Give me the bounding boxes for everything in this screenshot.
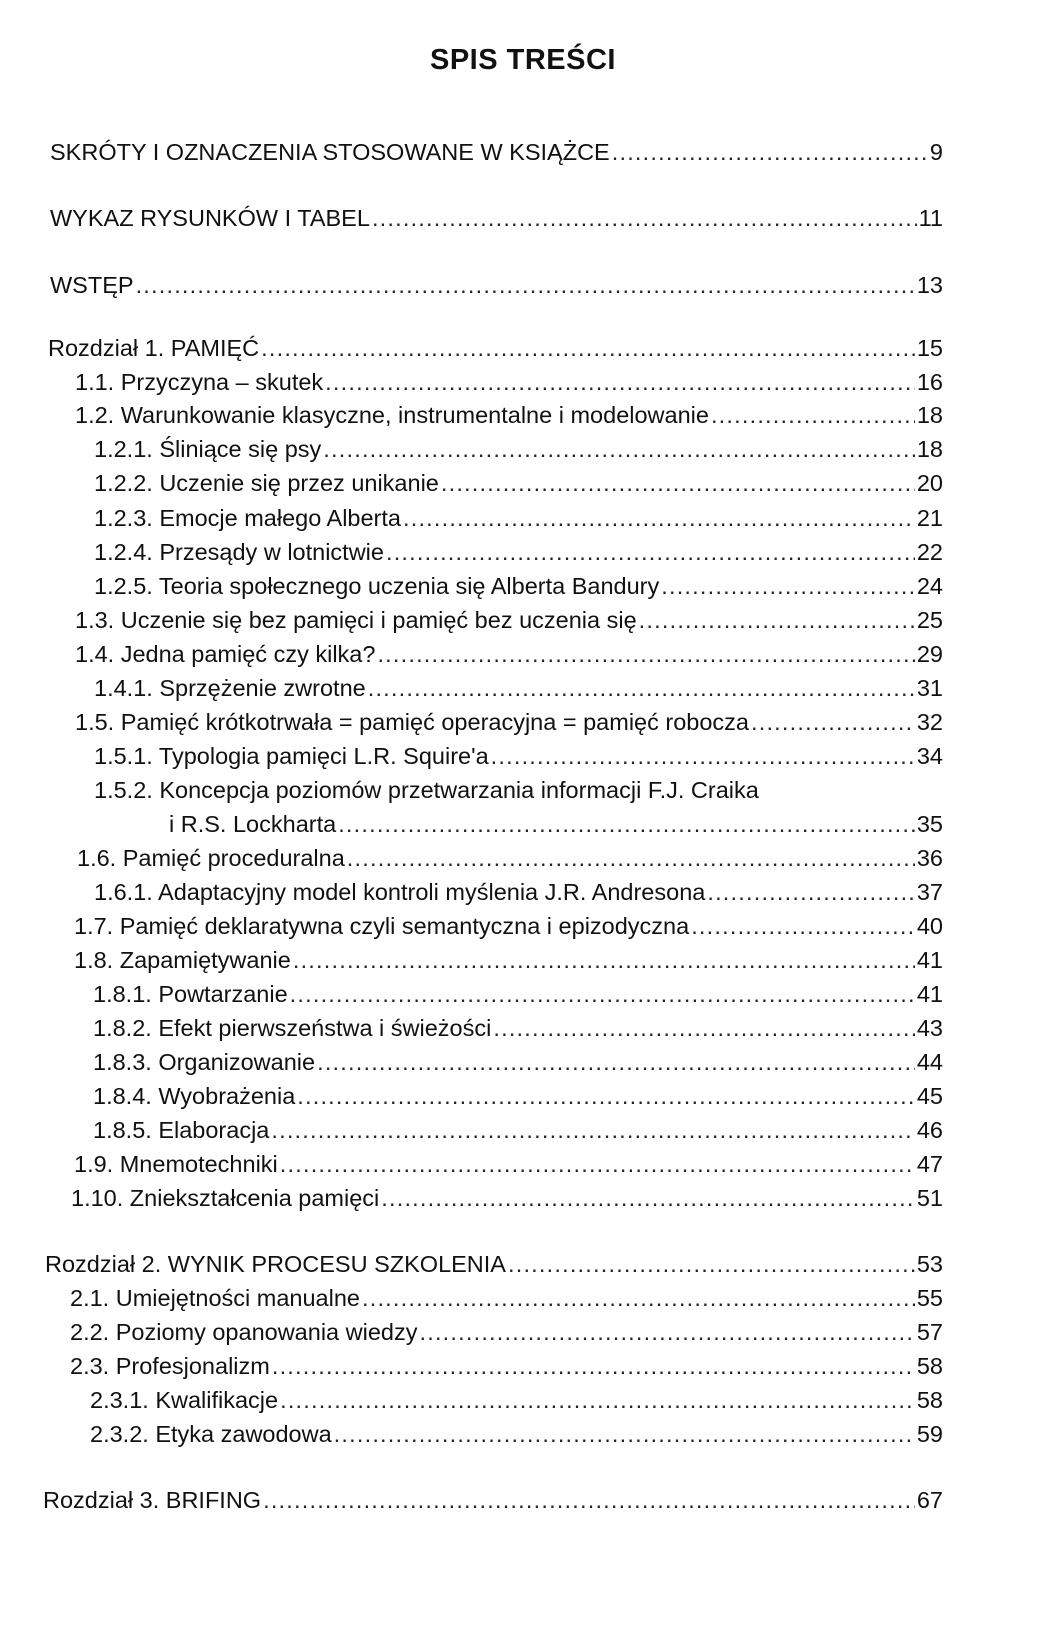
toc-entry-label: Rozdział 3. BRIFING (43, 1487, 262, 1513)
toc-entry-label: 1.3. Uczenie się bez pamięci i pamięć bez uczenia się (75, 607, 637, 633)
toc-section-entry[interactable] (70, 1283, 943, 1313)
toc-entry-page: 32 (916, 709, 943, 735)
toc-entry-page: 55 (916, 1285, 943, 1311)
toc-section-entry[interactable] (75, 639, 943, 669)
toc-entry-label: 1.2.1. Śliniące się psy (94, 436, 322, 462)
toc-entry-label: WSTĘP (50, 272, 134, 298)
toc-entry-page: 45 (916, 1083, 943, 1109)
toc-section-entry[interactable] (75, 367, 943, 397)
toc-entry-page: 11 (918, 205, 943, 231)
toc-entry-label: 2.3.2. Etyka zawodowa (90, 1421, 332, 1447)
toc-entry-page: 47 (916, 1151, 943, 1177)
dot-leader (639, 605, 915, 635)
dot-leader (297, 1081, 915, 1111)
toc-subsection-continuation[interactable] (169, 809, 943, 839)
dot-leader (338, 809, 915, 839)
toc-entry-page: 41 (916, 947, 943, 973)
toc-chapter-entry[interactable] (43, 1485, 943, 1515)
toc-subsection-entry[interactable] (94, 537, 943, 567)
toc-entry-page: 16 (916, 369, 943, 395)
dot-leader (419, 1317, 914, 1347)
dot-leader (271, 1115, 914, 1145)
toc-entry-label: WYKAZ RYSUNKÓW I TABEL (50, 205, 370, 231)
toc-entry-label: 1.2.4. Przesądy w lotnictwie (94, 539, 384, 565)
toc-subsection-entry[interactable] (94, 468, 943, 498)
toc-entry-page: 34 (916, 743, 943, 769)
toc-entry-page: 51 (916, 1185, 943, 1211)
toc-entry-page: 31 (916, 675, 943, 701)
dot-leader (493, 1013, 915, 1043)
toc-subsection-entry[interactable] (90, 1419, 943, 1449)
toc-entry-label: 2.3.1. Kwalifikacje (90, 1387, 279, 1413)
toc-entry-page: 41 (916, 981, 943, 1007)
toc-subsection-entry[interactable] (93, 1081, 943, 1111)
toc-entry-page: 67 (916, 1487, 943, 1513)
dot-leader (280, 1149, 915, 1179)
toc-entry-label: 1.2. Warunkowanie klasyczne, instrumentalne i modelowanie (75, 402, 709, 428)
toc-entry-label: 1.8.1. Powtarzanie (93, 981, 288, 1007)
toc-entry-label: 1.6. Pamięć proceduralna (77, 845, 345, 871)
dot-leader (368, 673, 915, 703)
toc-entry[interactable] (50, 270, 943, 300)
toc-entry-page: 24 (916, 573, 943, 599)
dot-leader (377, 639, 914, 669)
toc-subsection-entry[interactable] (94, 434, 943, 464)
toc-entry-page: 43 (916, 1015, 943, 1041)
dot-leader (334, 1419, 915, 1449)
toc-entry-label: 1.5. Pamięć krótkotrwała = pamięć operacyjna = pamięć robocza (75, 709, 749, 735)
toc-entry-label: 1.8.5. Elaboracja (93, 1117, 270, 1143)
dot-leader (661, 571, 915, 601)
toc-subsection-entry[interactable] (93, 1013, 943, 1043)
dot-leader (711, 400, 915, 430)
toc-subsection-entry[interactable] (90, 1385, 943, 1415)
toc-entry-label: 2.2. Poziomy opanowania wiedzy (70, 1319, 418, 1345)
toc-entry-label: 1.8. Zapamiętywanie (74, 947, 291, 973)
toc-subsection-entry[interactable] (94, 571, 943, 601)
toc-entry[interactable] (50, 137, 943, 167)
toc-entry-page: 22 (916, 539, 943, 565)
dot-leader (136, 270, 915, 300)
dot-leader (386, 537, 915, 567)
toc-subsection-entry[interactable] (94, 775, 943, 805)
toc-entry-label: 1.2.5. Teoria społecznego uczenia się Alberta Bandury (94, 573, 660, 599)
toc-entry[interactable] (50, 203, 943, 233)
dot-leader (290, 979, 915, 1009)
toc-section-entry[interactable] (75, 605, 943, 635)
dot-leader (751, 707, 915, 737)
toc-entry-page: 37 (916, 879, 943, 905)
toc-entry-page: 46 (916, 1117, 943, 1143)
toc-entry-page: 35 (916, 811, 943, 837)
toc-subsection-entry[interactable] (93, 1115, 943, 1145)
dot-leader (263, 1485, 915, 1515)
toc-entry-page: 59 (916, 1421, 943, 1447)
toc-entry-label: 1.4.1. Sprzężenie zwrotne (94, 675, 366, 701)
toc-subsection-entry[interactable] (93, 979, 943, 1009)
toc-entry-label: 1.8.3. Organizowanie (93, 1049, 316, 1075)
toc-entry-label: 1.1. Przyczyna – skutek (75, 369, 324, 395)
dot-leader (691, 911, 915, 941)
toc-section-entry[interactable] (74, 911, 943, 941)
toc-entry-page: 57 (916, 1319, 943, 1345)
toc-section-entry[interactable] (74, 1149, 943, 1179)
toc-entry-label: 1.2.3. Emocje małego Alberta (94, 505, 401, 531)
dot-leader (323, 434, 915, 464)
toc-entry-label: 1.5.1. Typologia pamięci L.R. Squire'a (94, 743, 489, 769)
toc-entry-page: 25 (916, 607, 943, 633)
toc-subsection-entry[interactable] (94, 877, 943, 907)
toc-entry-page: 21 (916, 505, 943, 531)
toc-entry-label: i R.S. Lockharta (169, 811, 337, 837)
dot-leader (403, 503, 915, 533)
toc-subsection-entry[interactable] (93, 1047, 943, 1077)
toc-section-entry[interactable] (74, 945, 943, 975)
toc-subsection-entry[interactable] (94, 741, 943, 771)
toc-entry-label: Rozdział 1. PAMIĘĆ (48, 335, 260, 361)
dot-leader (272, 1351, 915, 1381)
toc-entry-page: 9 (929, 139, 943, 165)
toc-chapter-entry[interactable] (45, 1249, 943, 1279)
dot-leader (372, 203, 917, 233)
toc-entry-page: 53 (916, 1251, 943, 1277)
dot-leader (508, 1249, 915, 1279)
toc-entry-label: 1.8.4. Wyobrażenia (93, 1083, 296, 1109)
toc-entry-label: 1.5.2. Koncepcja poziomów przetwarzania informacji F.J. Craika (94, 777, 759, 803)
toc-entry-page: 18 (916, 436, 943, 462)
toc-entry-label: Rozdział 2. WYNIK PROCESU SZKOLENIA (45, 1251, 506, 1277)
toc-entry-label: 2.1. Umiejętności manualne (70, 1285, 360, 1311)
toc-entry-page: 18 (916, 402, 943, 428)
toc-entry-label: 1.6.1. Adaptacyjny model kontroli myślenia J.R. Andresona (94, 879, 706, 905)
dot-leader (347, 843, 915, 873)
toc-section-entry[interactable] (75, 400, 943, 430)
toc-section-entry[interactable] (70, 1351, 943, 1381)
toc-section-entry[interactable] (70, 1317, 943, 1347)
dot-leader (441, 468, 915, 498)
toc-entry-label: 1.9. Mnemotechniki (74, 1151, 278, 1177)
dot-leader (362, 1283, 915, 1313)
toc-entry-page: 58 (916, 1387, 943, 1413)
toc-subsection-entry[interactable] (94, 673, 943, 703)
dot-leader (381, 1183, 915, 1213)
dot-leader (261, 333, 915, 363)
dot-leader (317, 1047, 915, 1077)
toc-entry-label: 1.2.2. Uczenie się przez unikanie (94, 470, 439, 496)
dot-leader (325, 367, 915, 397)
toc-entry-label: 1.10. Zniekształcenia pamięci (71, 1185, 380, 1211)
toc-entry-label: SKRÓTY I OZNACZENIA STOSOWANE W KSIĄŻCE (50, 139, 610, 165)
toc-subsection-entry[interactable] (94, 503, 943, 533)
dot-leader (293, 945, 915, 975)
toc-entry-page: 44 (916, 1049, 943, 1075)
dot-leader (280, 1385, 915, 1415)
dot-leader (707, 877, 915, 907)
toc-section-entry[interactable] (77, 843, 943, 873)
toc-entry-label: 1.4. Jedna pamięć czy kilka? (75, 641, 376, 667)
toc-entry-label: 2.3. Profesjonalizm (70, 1353, 270, 1379)
toc-entry-page: 29 (916, 641, 943, 667)
toc-section-entry[interactable] (75, 707, 943, 737)
toc-entry-page: 15 (916, 335, 943, 361)
dot-leader (491, 741, 915, 771)
toc-entry-label: 1.8.2. Efekt pierwszeństwa i świeżości (93, 1015, 492, 1041)
toc-entry-page: 40 (916, 913, 943, 939)
toc-chapter-entry[interactable] (48, 333, 943, 363)
dot-leader (612, 137, 928, 167)
toc-entry-page: 36 (916, 845, 943, 871)
toc-entry-page: 13 (916, 272, 943, 298)
page-title: SPIS TREŚCI (430, 44, 616, 76)
toc-entry-label: 1.7. Pamięć deklaratywna czyli semantyczna i epizodyczna (74, 913, 690, 939)
toc-entry-page: 58 (916, 1353, 943, 1379)
toc-section-entry[interactable] (71, 1183, 943, 1213)
toc-entry-page: 20 (916, 470, 943, 496)
